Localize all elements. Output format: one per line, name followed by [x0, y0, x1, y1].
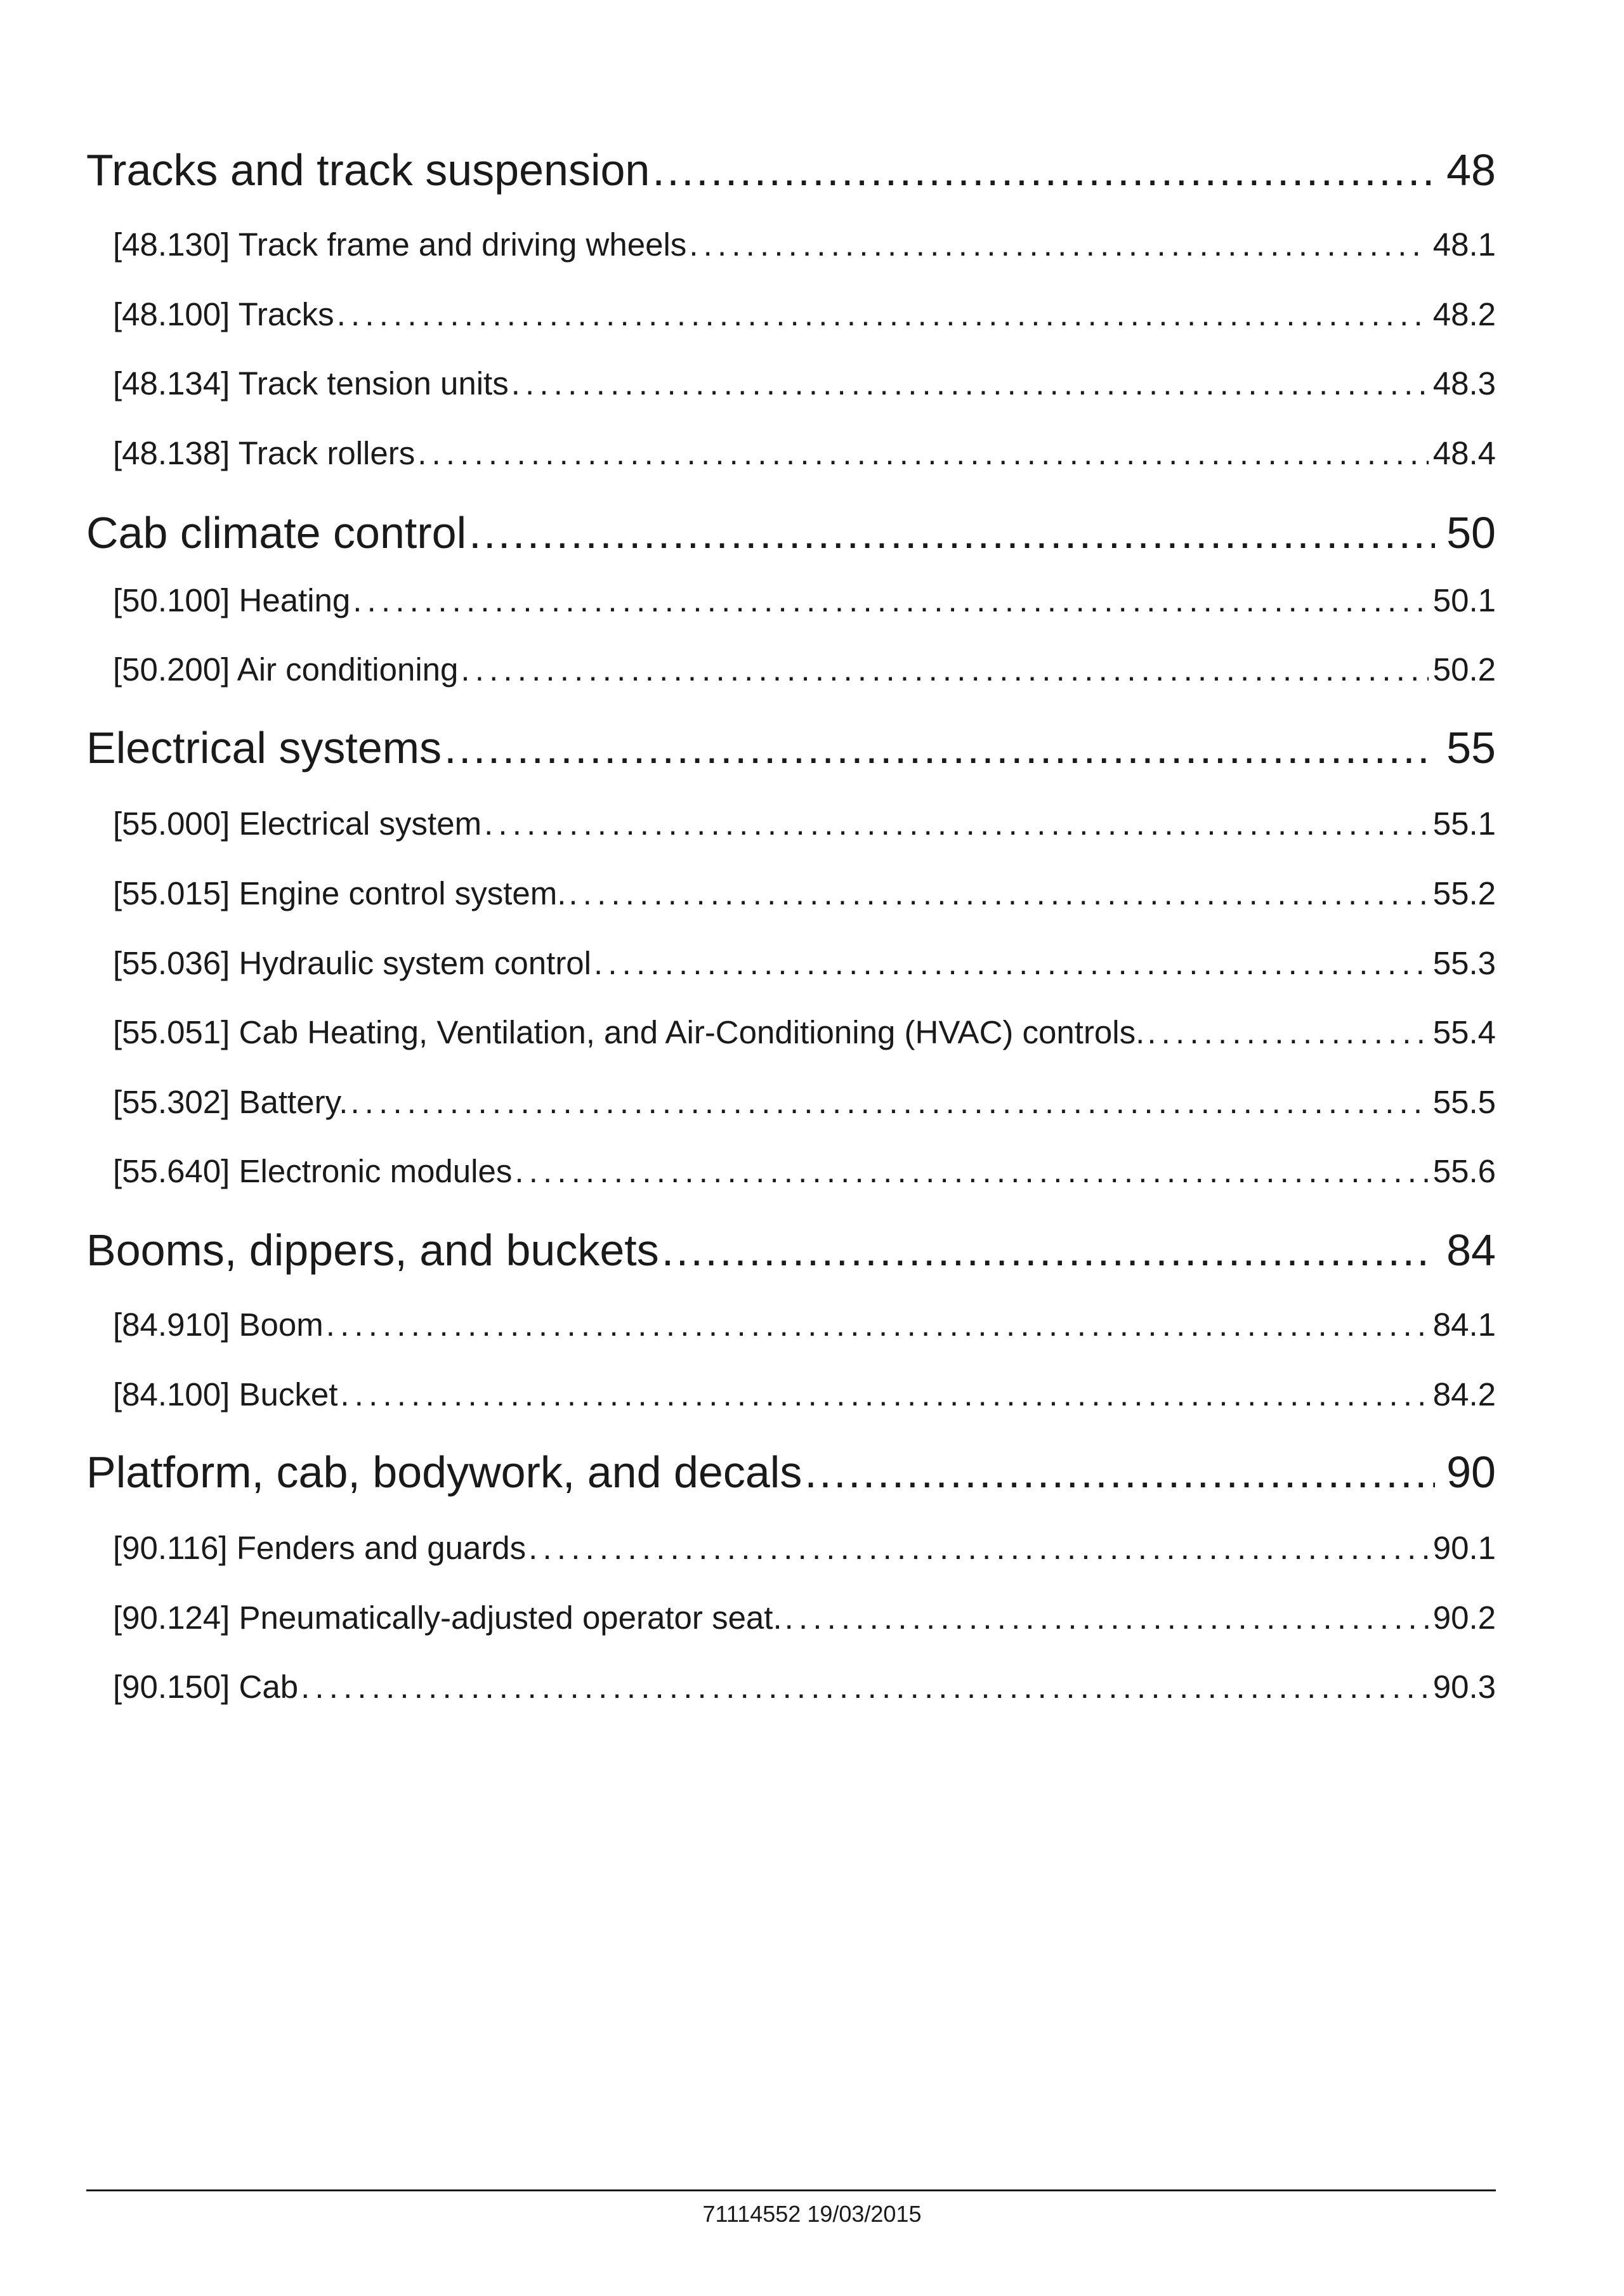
- toc-chapter-entry[interactable]: [86, 136, 1496, 204]
- toc-chapter-page: 84: [1446, 1225, 1496, 1275]
- toc-chapter-page: 50: [1446, 508, 1496, 558]
- toc-section: [86, 1438, 1496, 1506]
- toc-chapter-title: Booms, dippers, and buckets: [86, 1225, 659, 1275]
- dot-leader: [1147, 998, 1429, 1067]
- toc-chapter-title: Electrical systems: [86, 723, 442, 773]
- dot-leader: [528, 1513, 1429, 1583]
- footer-doc-id-date: 71114552 19/03/2015: [702, 2201, 922, 2227]
- toc-sub-entry[interactable]: [86, 859, 1496, 929]
- dot-leader: [484, 789, 1429, 859]
- dot-leader: [689, 210, 1429, 280]
- toc-sub-page: 55.6: [1432, 1153, 1496, 1189]
- dot-leader: [469, 499, 1435, 567]
- toc-sub-title: [55.000] Electrical system: [113, 806, 482, 842]
- toc-sub-page: 90.1: [1432, 1530, 1496, 1566]
- toc-sub-title: [90.124] Pneumatically-adjusted operator seat.: [113, 1600, 782, 1636]
- dot-leader: [461, 635, 1429, 705]
- toc-chapter-entry[interactable]: [86, 499, 1496, 567]
- toc-section: [86, 714, 1496, 782]
- toc-sub-page: 84.1: [1432, 1307, 1496, 1343]
- toc-sub-page: 48.4: [1432, 435, 1496, 471]
- toc-sub-title: [50.200] Air conditioning: [113, 651, 459, 688]
- toc-sub-entry[interactable]: [86, 1137, 1496, 1206]
- toc-sub-title: [84.100] Bucket: [113, 1376, 338, 1412]
- footer-divider: [86, 2189, 1496, 2191]
- toc-sub-title: [90.150] Cab: [113, 1669, 299, 1705]
- dot-leader: [326, 1290, 1429, 1360]
- toc-sub-title: [55.036] Hydraulic system control: [113, 945, 591, 981]
- toc-chapter-entry[interactable]: [86, 714, 1496, 782]
- toc-sub-page: 48.1: [1432, 226, 1496, 263]
- toc-sub-title: [84.910] Boom: [113, 1307, 324, 1343]
- toc-sub-title: [48.134] Track tension units: [113, 365, 509, 401]
- dot-leader: [301, 1652, 1429, 1722]
- toc-sub-page: 48.2: [1432, 296, 1496, 332]
- toc-sub-page: 90.3: [1432, 1669, 1496, 1705]
- dot-leader: [353, 566, 1429, 636]
- dot-leader: [514, 1137, 1429, 1206]
- toc-sub-entry[interactable]: [86, 419, 1496, 488]
- toc-sub-entry[interactable]: [86, 1067, 1496, 1137]
- toc-sub-entry[interactable]: [86, 635, 1496, 705]
- toc-section: [86, 499, 1496, 567]
- toc-sub-title: [50.100] Heating: [113, 582, 351, 618]
- toc-sub-entry[interactable]: [86, 1652, 1496, 1722]
- toc-sub-page: 55.1: [1432, 806, 1496, 842]
- toc-sub-entry[interactable]: [86, 789, 1496, 859]
- toc-sub-entry[interactable]: [86, 998, 1496, 1067]
- toc-sub-title: [90.116] Fenders and guards: [113, 1530, 527, 1566]
- toc-sub-entry[interactable]: [86, 1583, 1496, 1653]
- toc-chapter-page: 90: [1446, 1447, 1496, 1497]
- toc-sub-page: 50.2: [1432, 651, 1496, 688]
- toc-section: [86, 1216, 1496, 1284]
- toc-sub-entry[interactable]: [86, 1290, 1496, 1360]
- dot-leader: [594, 929, 1429, 998]
- dot-leader: [804, 1438, 1435, 1506]
- toc-chapter-page: 55: [1446, 723, 1496, 773]
- toc-sub-page: 55.4: [1432, 1014, 1496, 1050]
- dot-leader: [785, 1583, 1429, 1653]
- dot-leader: [568, 859, 1429, 929]
- toc-sub-title: [55.015] Engine control system.: [113, 875, 566, 911]
- toc-sub-entry[interactable]: [86, 1513, 1496, 1583]
- toc-sub-page: 55.5: [1432, 1084, 1496, 1120]
- toc-sub-page: 48.3: [1432, 365, 1496, 401]
- dot-leader: [444, 714, 1435, 782]
- dot-leader: [350, 1067, 1429, 1137]
- toc-sub-page: 55.2: [1432, 875, 1496, 911]
- toc-sub-page: 55.3: [1432, 945, 1496, 981]
- toc-sub-title: [55.640] Electronic modules: [113, 1153, 513, 1189]
- toc-chapter-title: Tracks and track suspension: [86, 145, 650, 195]
- dot-leader: [340, 1360, 1429, 1430]
- toc-sub-title: [55.051] Cab Heating, Ventilation, and Air-Conditioning (HVAC) controls.: [113, 1014, 1145, 1050]
- dot-leader: [337, 280, 1429, 349]
- toc-sub-title: [48.138] Track rollers: [113, 435, 416, 471]
- toc-sub-entry[interactable]: [86, 566, 1496, 636]
- toc-chapter-page: 48: [1446, 145, 1496, 195]
- toc-sub-page: 84.2: [1432, 1376, 1496, 1412]
- toc-sub-entry[interactable]: [86, 210, 1496, 280]
- toc-sub-title: [48.100] Tracks: [113, 296, 334, 332]
- dot-leader: [511, 349, 1429, 419]
- toc-section: [86, 136, 1496, 204]
- dot-leader: [652, 136, 1435, 204]
- dot-leader: [417, 419, 1429, 488]
- toc-chapter-title: Platform, cab, bodywork, and decals: [86, 1447, 802, 1497]
- toc-sub-entry[interactable]: [86, 349, 1496, 419]
- toc-sub-entry[interactable]: [86, 929, 1496, 998]
- toc-chapter-entry[interactable]: [86, 1438, 1496, 1506]
- dot-leader: [662, 1216, 1435, 1284]
- toc-sub-title: [55.302] Battery.: [113, 1084, 348, 1120]
- toc-sub-entry[interactable]: [86, 1360, 1496, 1430]
- toc-chapter-title: Cab climate control: [86, 508, 467, 558]
- toc-sub-entry[interactable]: [86, 280, 1496, 349]
- toc-sub-page: 50.1: [1432, 582, 1496, 618]
- toc-sub-page: 90.2: [1432, 1600, 1496, 1636]
- toc-sub-title: [48.130] Track frame and driving wheels: [113, 226, 687, 263]
- toc-chapter-entry[interactable]: [86, 1216, 1496, 1284]
